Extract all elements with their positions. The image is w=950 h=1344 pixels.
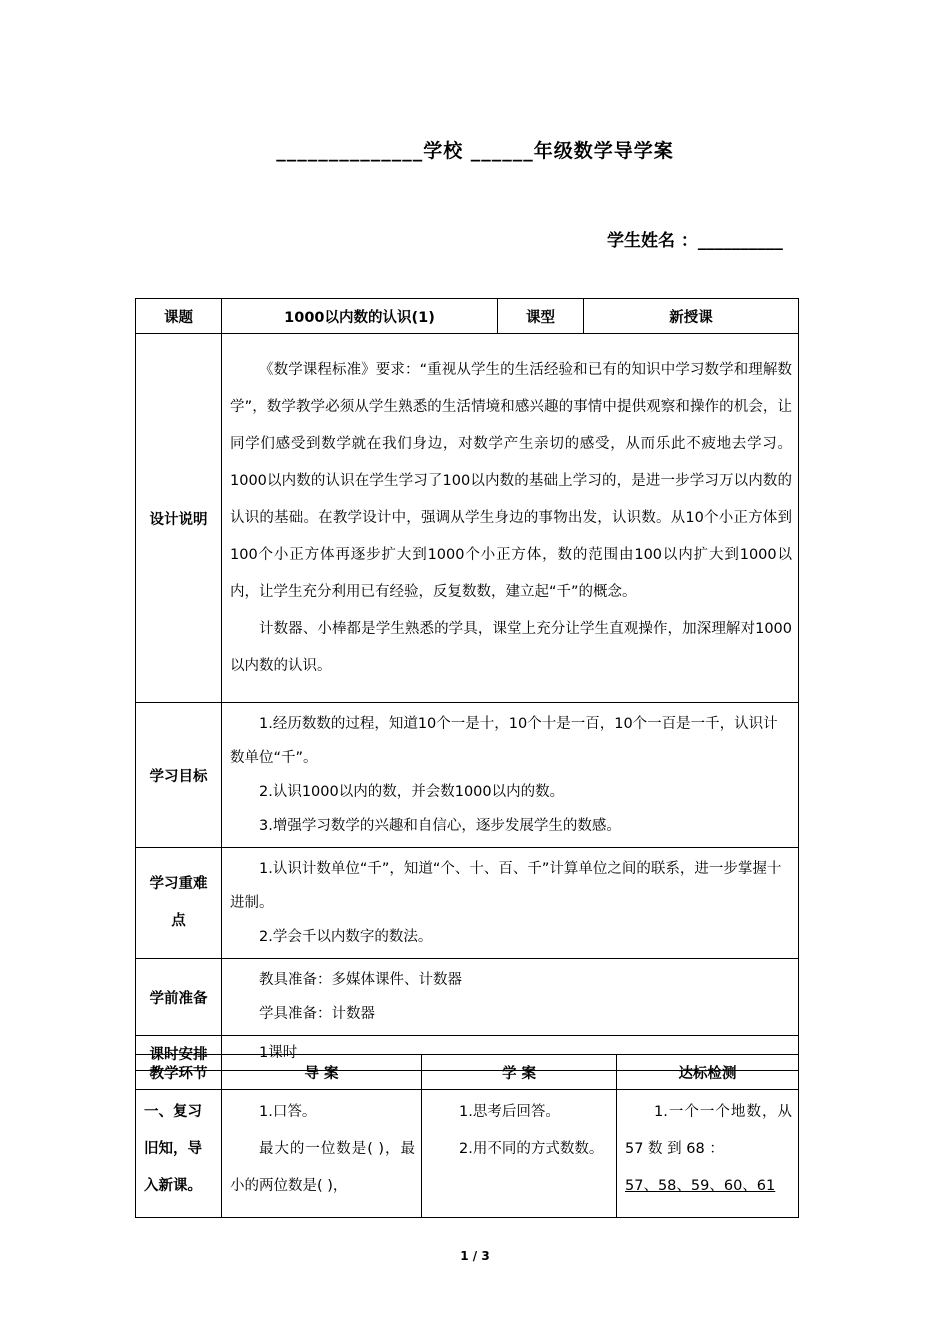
design-paragraph: 《数学课程标准》要求：“重视从学生的生活经验和已有的知识中学习数学和理解数学”，数学教学必须从学生熟悉的生活情境和感兴趣的事情中提供观察和操作的机会，让同学们感受到数学就在我们身边，对数学产生亲切的感受，从而乐此不疲地去学习。1000以内数的认识在学生学习了100以内数的基础上学习的，是进一步学习万以内数的认识的基础。在教学设计中，强调从学生身边的事物出发，认识数。从10个小正方体到100个小正方体再逐步扩大到1000个小正方体，数的范围由100以内扩大到1000以内，让学生充分利用已有经验，反复数数，建立起“千”的概念。 [230,361,792,600]
lesson-header: 导 案 [222,1055,422,1090]
keypoint-item: 1.认识计数单位“千”，知道“个、十、百、千”计算单位之间的联系，进一步掌握十进制。 [230,861,782,911]
prep-item: 教具准备：多媒体课件、计数器 [259,972,462,988]
schedule-label: 课时安排 [136,1036,222,1071]
lesson-header: 学 案 [422,1055,617,1090]
teacher-plan-cell [222,1090,422,1218]
teacher-plan-line: 1.口答。 [259,1104,317,1120]
goal-item: 2.认识1000以内的数，并会数1000以内的数。 [259,784,565,800]
keypoints-label-line: 学习重难 [149,876,208,892]
goal-item: 1.经历数数的过程，知道10个一是十，10个十是一百，10个一百是一千，认识计数单位“千”。 [230,716,778,766]
section-line: 一、复习 [144,1104,202,1120]
goal-item: 3.增强学习数学的兴趣和自信心，逐步发展学生的数感。 [259,818,621,834]
design-label: 设计说明 [136,334,222,703]
type-label: 课型 [498,299,584,334]
teacher-plan-line: 最大的一位数是( )，最小的两位数是( )， [230,1141,415,1194]
keypoints-label-line: 点 [171,913,186,929]
keypoint-item: 2.学会千以内数字的数法。 [259,929,433,945]
info-table [135,298,799,1071]
student-plan-line: 1.思考后回答。 [459,1104,560,1120]
check-cell [617,1090,799,1218]
section-line: 旧知，导 [144,1141,202,1157]
topic-value: 1000以内数的认识(1) [222,299,498,334]
goals-label: 学习目标 [136,703,222,848]
prep-label: 学前准备 [136,959,222,1036]
page-title: ______________学校 ______年级数学导学案 [276,140,674,162]
lesson-table [135,1054,799,1218]
goals-content [222,703,799,848]
section-cell [136,1090,222,1218]
prep-item: 学具准备：计数器 [259,1006,375,1022]
page-number: 1 / 3 [460,1249,490,1263]
lesson-header: 教学环节 [136,1055,222,1090]
student-plan-line: 2.用不同的方式数数。 [459,1141,604,1157]
schedule-value: 1课时 [259,1045,298,1061]
student-plan-cell [422,1090,617,1218]
type-value: 新授课 [584,299,799,334]
prep-content [222,959,799,1036]
design-content [222,334,799,703]
lesson-header: 达标检测 [617,1055,799,1090]
topic-label: 课题 [136,299,222,334]
section-line: 入新课。 [144,1178,202,1194]
keypoints-label [136,848,222,959]
design-paragraph: 计数器、小棒都是学生熟悉的学具，课堂上充分让学生直观操作，加深理解对1000以内数的认识。 [230,620,792,674]
check-line: 1.一个一个地数，从 57 数 到 68 ： [625,1104,792,1157]
keypoints-content [222,848,799,959]
student-name-field: 学生姓名 ：__________ [607,231,783,251]
check-answer: 57、58、59、60、61 [625,1178,776,1194]
